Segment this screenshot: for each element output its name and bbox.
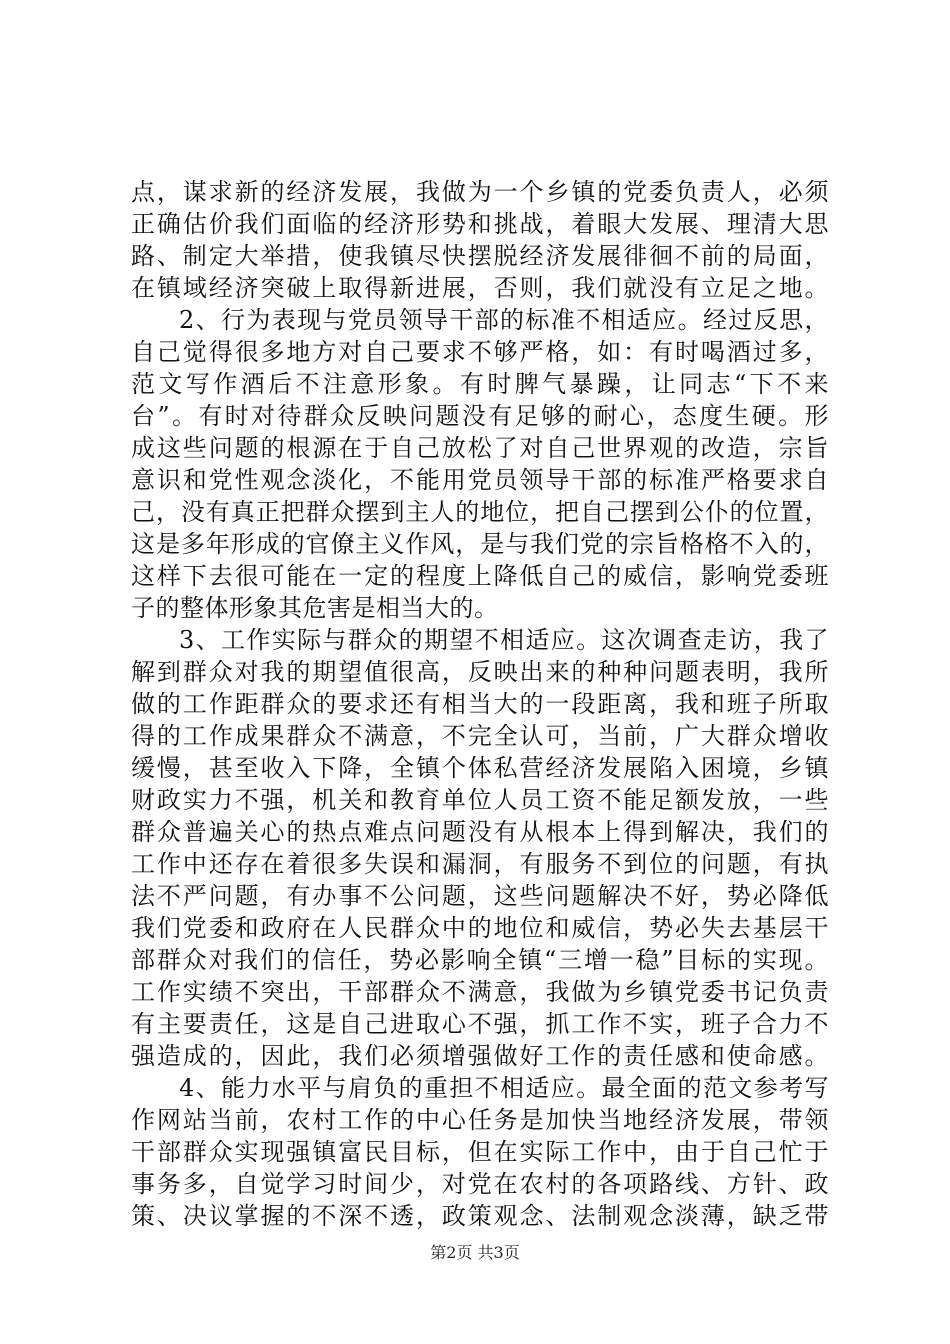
text-line: 台”。有时对待群众反映问题没有足够的耐心，态度生硬。形 [131,402,829,430]
text-line: 部群众对我们的信任，势必影响全镇“三增一稳”目标的实现。 [131,946,829,974]
text-line: 成这些问题的根源在于自己放松了对自己世界观的改造，宗旨 [131,434,829,462]
text-line: 作网站当前，农村工作的中心任务是加快当地经济发展，带领 [131,1106,829,1134]
text-line: 己，没有真正把群众摆到主人的地位，把自己摆到公仆的位置， [131,498,829,526]
text-line: 缓慢，甚至收入下降，全镇个体私营经济发展陷入困境，乡镇 [131,754,829,782]
page-number-footer: 第2页 共3页 [430,1243,520,1262]
text-line: 做的工作距群众的要求还有相当大的一段距离，我和班子所取 [131,690,829,718]
text-line: 财政实力不强，机关和教育单位人员工资不能足额发放，一些 [131,786,829,814]
document-body [131,176,829,1232]
text-line: 自己觉得很多地方对自己要求不够严格，如：有时喝酒过多， [131,338,829,366]
text-line: 有主要责任，这是自己进取心不强，抓工作不实，班子合力不 [131,1010,829,1038]
text-line: 法不严问题，有办事不公问题，这些问题解决不好，势必降低 [131,882,829,910]
text-line: 这样下去很可能在一定的程度上降低自己的威信，影响党委班 [131,562,829,590]
text-line: 策、决议掌握的不深不透，政策观念、法制观念淡薄，缺乏带 [131,1202,829,1230]
text-line: 这是多年形成的官僚主义作风，是与我们党的宗旨格格不入的， [131,530,829,558]
text-line: 子的整体形象其危害是相当大的。 [131,594,499,622]
text-line: 工作中还存在着很多失误和漏洞，有服务不到位的问题，有执 [131,850,829,878]
text-line: 干部群众实现强镇富民目标，但在实际工作中，由于自己忙于 [131,1138,829,1166]
text-line: 3、工作实际与群众的期望不相适应。这次调查走访，我了 [179,626,829,654]
text-line: 2、行为表现与党员领导干部的标准不相适应。经过反思， [179,306,829,334]
text-line: 我们党委和政府在人民群众中的地位和威信，势必失去基层干 [131,914,829,942]
text-line: 得的工作成果群众不满意，不完全认可，当前，广大群众增收 [131,722,829,750]
text-line: 在镇域经济突破上取得新进展，否则，我们就没有立足之地。 [131,274,829,302]
text-line: 群众普遍关心的热点难点问题没有从根本上得到解决，我们的 [131,818,829,846]
text-line: 4、能力水平与肩负的重担不相适应。最全面的范文参考写 [179,1074,829,1102]
text-line: 工作实绩不突出，干部群众不满意，我做为乡镇党委书记负责 [131,978,829,1006]
text-line: 正确估价我们面临的经济形势和挑战，着眼大发展、理清大思 [131,210,829,238]
text-line: 意识和党性观念淡化，不能用党员领导干部的标准严格要求自 [131,466,829,494]
text-line: 解到群众对我的期望值很高，反映出来的种种问题表明，我所 [131,658,829,686]
text-line: 强造成的，因此，我们必须增强做好工作的责任感和使命感。 [131,1042,829,1070]
text-line: 路、制定大举措，使我镇尽快摆脱经济发展徘徊不前的局面， [131,242,829,270]
text-line: 事务多，自觉学习时间少，对党在农村的各项路线、方针、政 [131,1170,829,1198]
text-line: 点，谋求新的经济发展，我做为一个乡镇的党委负责人，必须 [131,178,829,206]
text-line: 范文写作酒后不注意形象。有时脾气暴躁，让同志“下不来 [131,370,829,398]
